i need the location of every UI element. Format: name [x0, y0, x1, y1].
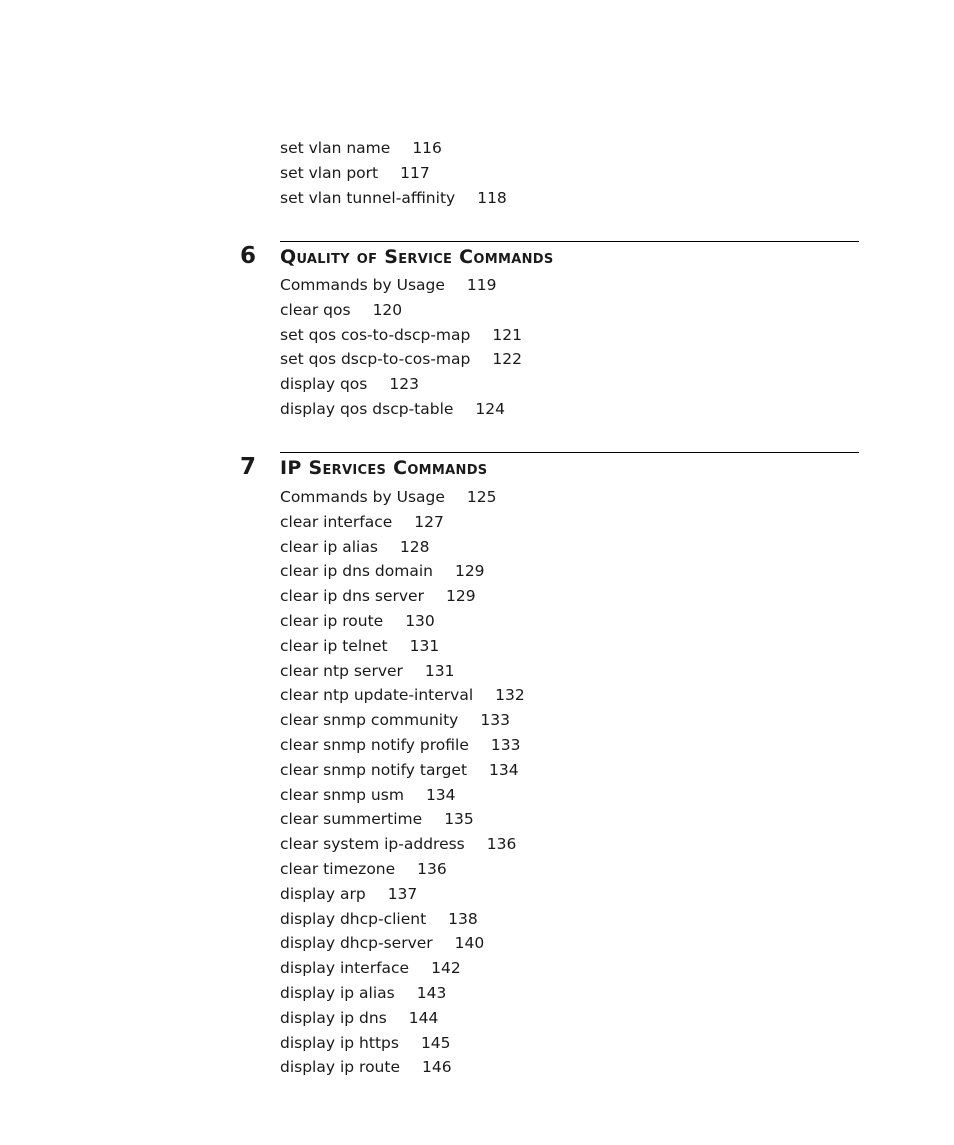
entry-page-number: 117	[400, 163, 430, 182]
entry-page-number: 146	[422, 1058, 452, 1077]
entry-label: clear ip route	[280, 611, 384, 630]
entry-page-number: 131	[424, 661, 455, 680]
toc-entry[interactable]	[280, 634, 525, 659]
toc-entry[interactable]	[280, 298, 522, 323]
intro-entry-list	[280, 136, 507, 210]
chapter-title[interactable]: IP Services Commands	[280, 457, 488, 479]
entry-page-number: 133	[480, 711, 510, 730]
entry-page-number: 136	[417, 859, 447, 878]
entry-page-number: 133	[490, 735, 521, 754]
entry-label: clear snmp usm	[280, 785, 404, 804]
entry-label: Commands by Usage	[280, 276, 445, 294]
chapter-divider	[280, 241, 859, 242]
entry-label: clear snmp community	[280, 711, 459, 730]
entry-label: clear timezone	[280, 859, 396, 878]
toc-entry[interactable]	[280, 1006, 525, 1031]
toc-entry[interactable]	[280, 981, 525, 1006]
entry-label: display ip dns	[280, 1008, 387, 1027]
toc-entry[interactable]	[280, 273, 522, 298]
toc-entry[interactable]	[280, 733, 525, 758]
toc-entry[interactable]	[280, 758, 525, 783]
entry-label: set vlan tunnel-affinity	[280, 188, 456, 207]
entry-page-number: 135	[444, 810, 474, 829]
entry-page-number: 145	[420, 1033, 451, 1052]
toc-entry[interactable]	[280, 683, 525, 708]
toc-entry[interactable]	[280, 708, 525, 733]
toc-entry[interactable]	[280, 609, 525, 634]
entry-label: clear system ip-address	[280, 835, 465, 854]
entry-page-number: 116	[412, 139, 442, 157]
entry-label: display qos	[280, 375, 368, 394]
entry-label: display dhcp-server	[280, 934, 433, 953]
entry-page-number: 121	[492, 325, 522, 344]
toc-entry[interactable]	[280, 857, 525, 882]
entry-page-number: 128	[399, 537, 430, 556]
toc-entry[interactable]	[280, 535, 525, 560]
entry-label: clear snmp notify target	[280, 760, 468, 779]
toc-entry[interactable]	[280, 882, 525, 907]
entry-label: clear ip dns server	[280, 587, 424, 606]
toc-entry[interactable]	[280, 323, 522, 348]
toc-entry[interactable]	[280, 807, 525, 832]
entry-label: display interface	[280, 959, 410, 978]
entry-page-number: 134	[425, 785, 456, 804]
entry-label: display arp	[280, 884, 366, 903]
entry-label: display ip alias	[280, 983, 395, 1002]
entry-label: clear ip telnet	[280, 636, 388, 655]
entry-label: set qos cos-to-dscp-map	[280, 325, 471, 344]
chapter-divider	[280, 452, 859, 453]
entry-page-number: 118	[477, 188, 507, 207]
entry-label: clear ntp server	[280, 661, 403, 680]
toc-entry[interactable]	[280, 559, 525, 584]
entry-label: set vlan name	[280, 139, 391, 157]
toc-entry[interactable]	[280, 372, 522, 397]
entry-page-number: 142	[431, 959, 461, 978]
entry-page-number: 122	[492, 350, 522, 369]
toc-entry[interactable]	[280, 1055, 525, 1080]
entry-page-number: 127	[414, 512, 444, 531]
entry-page-number: 130	[405, 611, 435, 630]
entry-page-number: 129	[454, 562, 485, 581]
chapter-title[interactable]: Quality of Service Commands	[280, 246, 554, 268]
toc-entry[interactable]	[280, 347, 522, 372]
entry-page-number: 138	[448, 909, 478, 928]
toc-entry[interactable]	[280, 931, 525, 956]
entry-page-number: 120	[372, 300, 403, 319]
entry-label: display ip https	[280, 1033, 399, 1052]
entry-label: set qos dscp-to-cos-map	[280, 350, 471, 369]
entry-label: clear ntp update-interval	[280, 686, 474, 705]
toc-entry[interactable]	[280, 832, 525, 857]
toc-entry[interactable]	[280, 907, 525, 932]
entry-page-number: 143	[416, 983, 447, 1002]
entry-label: display dhcp-client	[280, 909, 427, 928]
entry-page-number: 119	[466, 276, 497, 294]
chapter-number: 7	[240, 454, 257, 480]
toc-entry[interactable]	[280, 186, 507, 211]
chapter-6-entry-list	[280, 273, 522, 422]
entry-label: clear ip dns domain	[280, 562, 433, 581]
entry-label: clear summertime	[280, 810, 423, 829]
toc-entry[interactable]	[280, 783, 525, 808]
entry-label: clear qos	[280, 300, 351, 319]
toc-entry[interactable]	[280, 956, 525, 981]
entry-page-number: 140	[454, 934, 485, 953]
entry-page-number: 129	[445, 587, 476, 606]
entry-page-number: 144	[408, 1008, 439, 1027]
toc-entry[interactable]	[280, 659, 525, 684]
toc-entry[interactable]	[280, 485, 525, 510]
entry-label: clear ip alias	[280, 537, 378, 556]
entry-page-number: 136	[486, 835, 517, 854]
entry-label: display qos dscp-table	[280, 399, 454, 418]
chapter-number: 6	[240, 243, 257, 269]
entry-label: Commands by Usage	[280, 488, 445, 506]
chapter-7-entry-list	[280, 485, 525, 1080]
entry-label: display ip route	[280, 1058, 400, 1077]
toc-entry[interactable]	[280, 397, 522, 422]
entry-page-number: 124	[475, 399, 506, 418]
entry-page-number: 131	[409, 636, 440, 655]
toc-entry[interactable]	[280, 1031, 525, 1056]
toc-entry[interactable]	[280, 161, 507, 186]
entry-label: set vlan port	[280, 163, 379, 182]
toc-entry[interactable]	[280, 584, 525, 609]
entry-page-number: 134	[489, 760, 519, 779]
toc-entry[interactable]	[280, 136, 507, 161]
entry-label: clear interface	[280, 512, 393, 531]
entry-page-number: 132	[495, 686, 525, 705]
entry-page-number: 123	[389, 375, 419, 394]
entry-label: clear snmp notify profile	[280, 735, 469, 754]
entry-page-number: 137	[387, 884, 418, 903]
toc-entry[interactable]	[280, 510, 525, 535]
entry-page-number: 125	[466, 488, 497, 506]
